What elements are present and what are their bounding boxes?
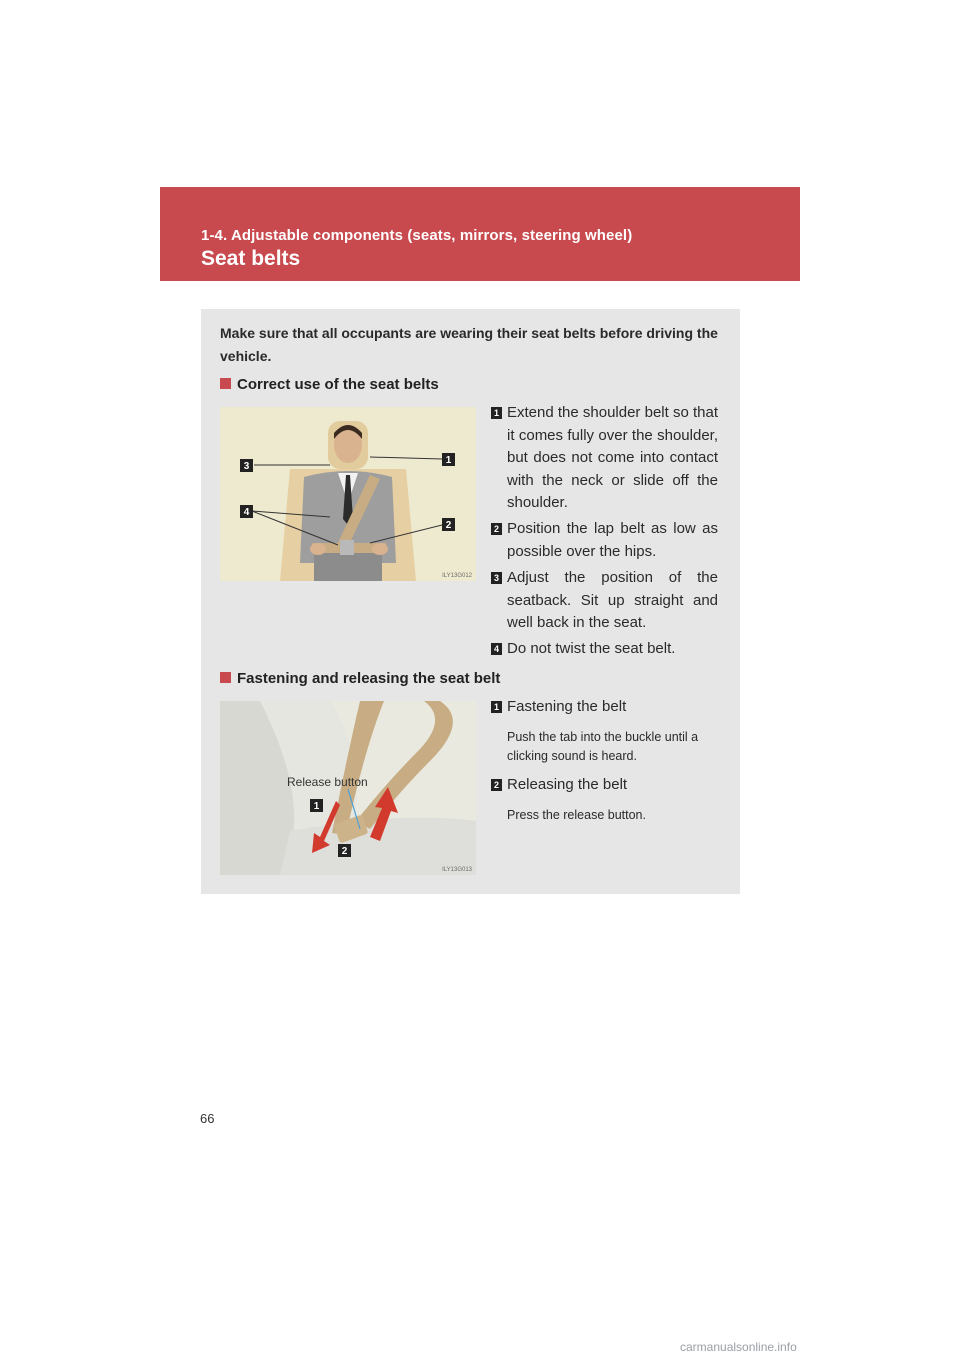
callout-2 [338, 844, 351, 857]
instruction-text: Fastening the belt [507, 698, 627, 715]
square-bullet-icon [220, 672, 231, 683]
callout-4 [240, 505, 253, 518]
instruction-subtext: Press the release button. [507, 807, 646, 822]
instruction-text: Extend the shoulder belt so that it comes fully over the shoulder, but does not come into contact with the neck or slide off the shoulder. [507, 404, 718, 511]
instruction-item-1 [491, 402, 718, 515]
instruction-item-release [491, 774, 718, 825]
subheading-label: Correct use of the seat belts [237, 376, 439, 393]
instruction-text: Position the lap belt as low as possible over the hips. [507, 520, 718, 560]
instruction-text: Do not twist the seat belt. [507, 640, 676, 657]
subheading-correct-use [220, 376, 439, 393]
svg-text:2: 2 [445, 520, 452, 531]
content-panel [201, 309, 740, 894]
subheading-label: Fastening and releasing the seat belt [237, 670, 501, 687]
section-header [160, 187, 800, 281]
instruction-item-4 [491, 638, 718, 661]
number-marker: 4 [491, 643, 502, 655]
instruction-item-3 [491, 567, 718, 635]
intro-text: Make sure that all occupants are wearing their seat belts before driving the vehicle. [220, 325, 718, 364]
figure-code: ILY13G013 [442, 867, 472, 873]
number-marker: 1 [491, 701, 502, 713]
page-number: 66 [200, 1111, 215, 1126]
svg-text:4: 4 [243, 507, 250, 518]
release-button-label: Release button [287, 775, 368, 789]
number-marker: 2 [491, 523, 502, 535]
section-breadcrumb: 1-4. Adjustable components (seats, mirrors, steering wheel) [201, 227, 633, 244]
svg-text:2: 2 [341, 846, 348, 857]
number-marker: 1 [491, 407, 502, 419]
svg-text:1: 1 [445, 455, 452, 466]
callout-2 [442, 518, 455, 531]
svg-text:3: 3 [243, 461, 250, 472]
instruction-subtext: Push the tab into the buckle until a clicking sound is heard. [507, 729, 699, 763]
instruction-item-2 [491, 518, 718, 563]
callout-3 [240, 459, 253, 472]
callout-1 [442, 453, 455, 466]
number-marker: 2 [491, 779, 502, 791]
instruction-text: Adjust the position of the seatback. Sit up straight and well back in the seat. [507, 569, 718, 631]
number-marker: 3 [491, 572, 502, 584]
footer-watermark: carmanualsonline.info [680, 1340, 797, 1354]
seat-belt-position-figure [220, 407, 476, 581]
square-bullet-icon [220, 378, 231, 389]
instruction-text: Releasing the belt [507, 776, 628, 793]
subheading-fastening [220, 670, 500, 687]
figure-code: ILY13G012 [442, 573, 472, 579]
buckle-figure [220, 701, 476, 875]
instruction-item-fasten [491, 696, 718, 766]
svg-text:1: 1 [313, 801, 320, 812]
callout-1 [310, 799, 323, 812]
page-title: Seat belts [201, 247, 301, 270]
